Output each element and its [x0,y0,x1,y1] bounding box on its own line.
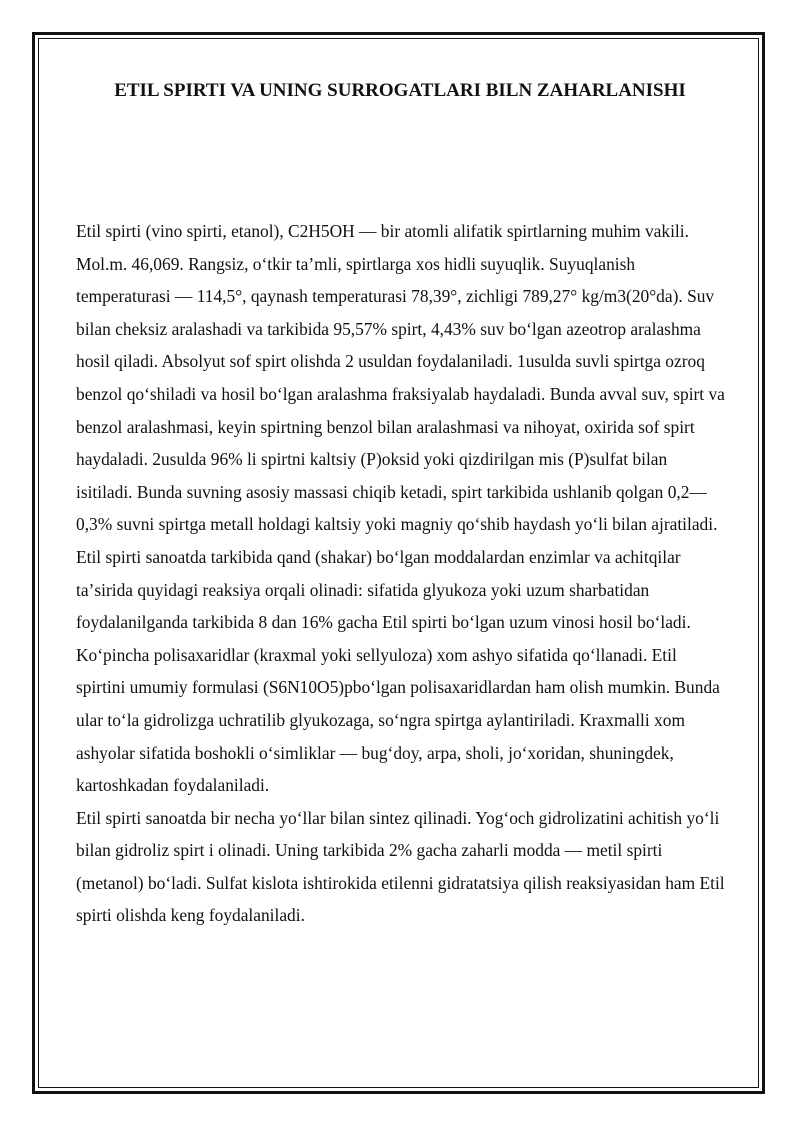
paragraph-3: Etil spirti sanoatda bir necha yoʻllar bilan sintez qilinadi. Yogʻoch gidrolizatini achitish yoʻli bilan gidroliz spirt i olinadi. Uning tarkibida 2% gacha zaharli modda — metil spirti (metanol) boʻladi. Sulfat kislota ishtirokida etilenni gidratatsiya qilish reaksiyasidan ham Etil spirti olishda keng foydalaniladi. [76,807,725,926]
paragraph-1: Etil spirti (vino spirti, etanol), C2H5OH — bir atomli alifatik spirtlarning muhim vakili. Mol.m. 46,069. Rangsiz, oʻtkir taʼmli, spirtlarga xos hidli suyuqlik. Suyuqlanish temperaturasi — 114,5°, qaynash temperaturasi 78,39°, zichligi 789,27° kg/m3(20°da). Suv bilan cheksiz aralashadi va tarkibida 95,57% spirt, 4,43% suv boʻlgan azeotrop aralashma hosil qiladi. Absolyut sof spirt olishda 2 usuldan foydalaniladi. 1usulda suvli spirtga ozroq benzol qoʻshiladi va hosil boʻlgan aralashma fraksiyalab haydaladi. Bunda avval suv, spirt va benzol aralashmasi, keyin spirtning benzol bilan aralashmasi va nihoyat, oxirida sof spirt haydaladi. 2usulda 96% li spirtni kaltsiy (P)oksid yoki qizdirilgan mis (P)sulfat bilan isitiladi. Bunda suvning asosiy massasi chiqib ketadi, spirt tarkibida ushlanib qolgan 0,2— 0,3% suvni spirtga metall holdagi kaltsiy yoki magniy qoʻshib haydash yoʻli bilan ajratiladi. [76,221,725,535]
document-body [76,215,726,932]
paragraph-2: Etil spirti sanoatda tarkibida qand (shakar) boʻlgan moddalardan enzimlar va achitqilar taʼsirida quyidagi reaksiya orqali olinadi: sifatida glyukoza yoki uzum sharbatidan foydalanilganda tarkibida 8 dan 16% gacha Etil spirti boʻlgan uzum vinosi hosil boʻladi. Koʻpincha polisaxaridlar (kraxmal yoki sellyuloza) xom ashyo sifatida qoʻllanadi. Etil spirtini umumiy formulasi (S6N10O5)pboʻlgan polisaxaridlardan ham olish mumkin. Bunda ular toʻla gidrolizga uchratilib glyukozaga, soʻngra spirtga aylantiriladi. Kraxmalli xom ashyolar sifatida boshokli oʻsimliklar — bugʻdoy, arpa, sholi, joʻxoridan, shuningdek, kartoshkadan foydalaniladi. [76,546,720,796]
document-title: ETIL SPIRTI VA UNING SURROGATLARI BILN ZAHARLANISHI [114,80,686,101]
